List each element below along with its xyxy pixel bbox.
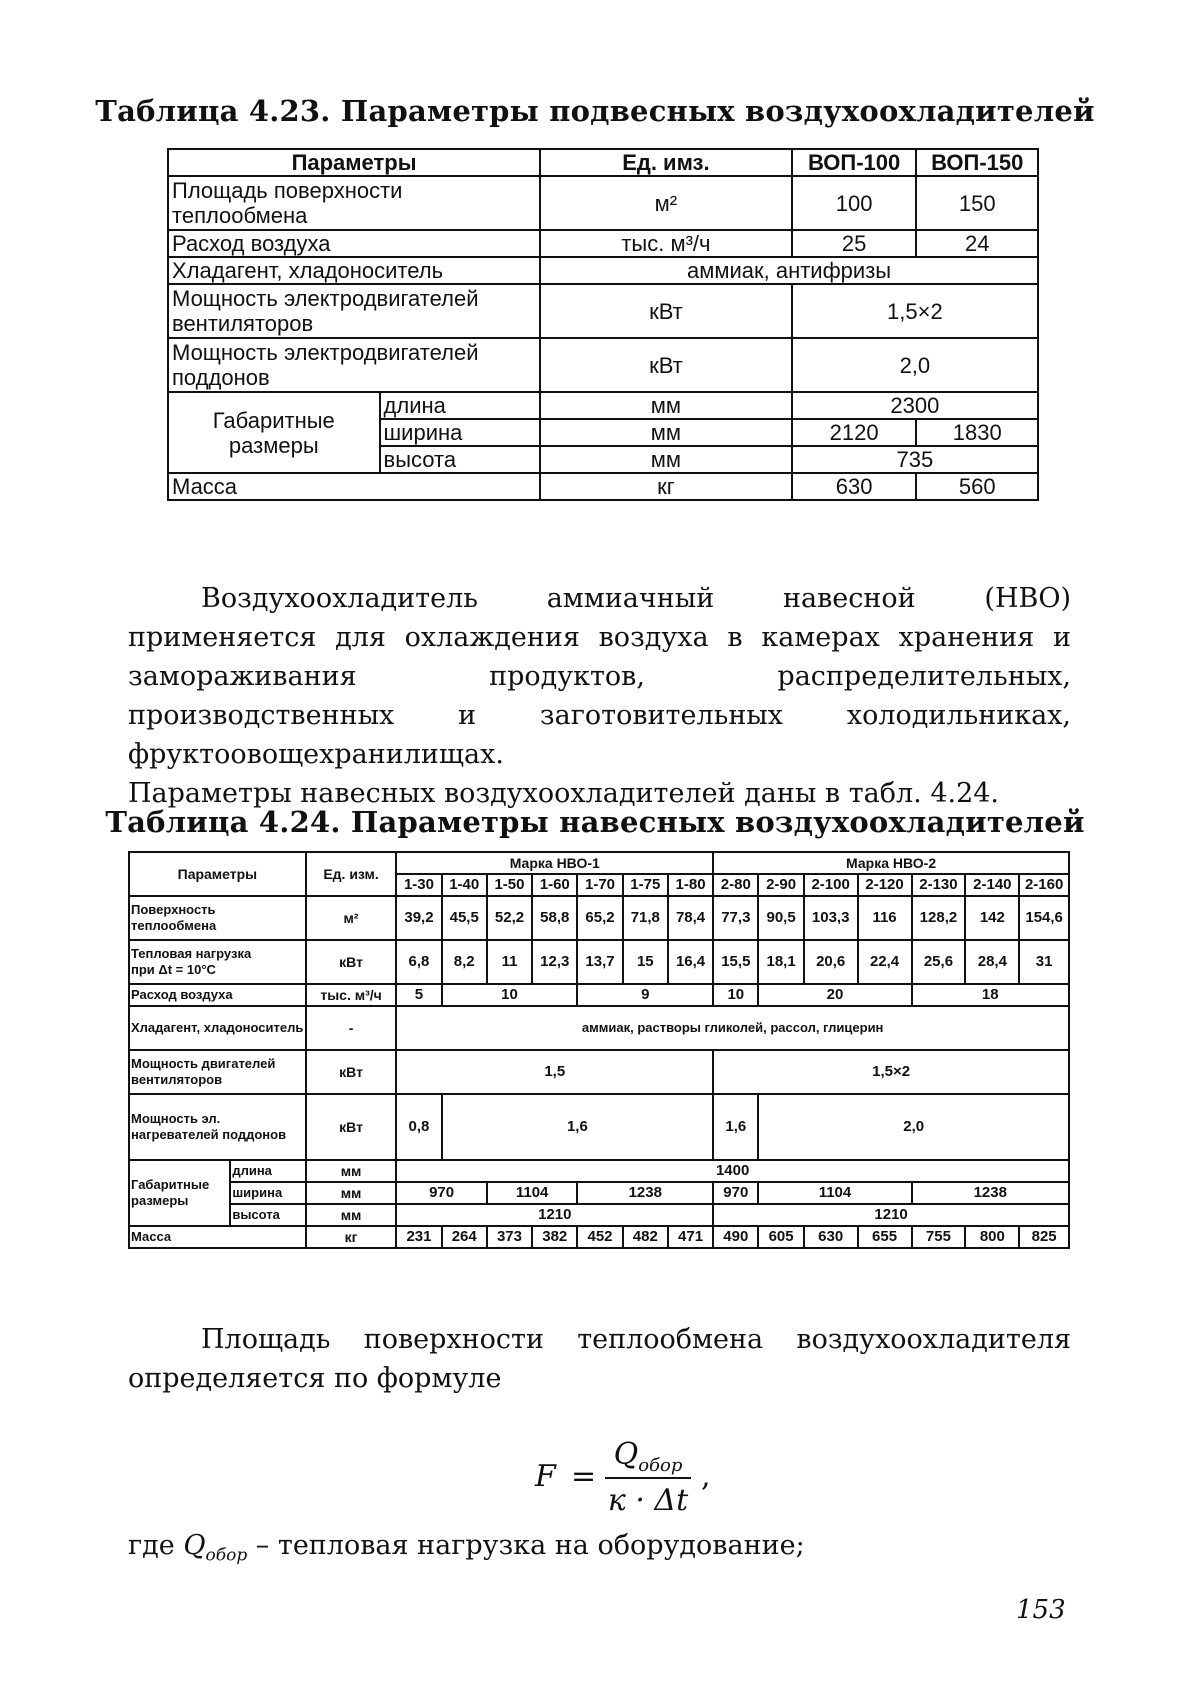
row-label: Расход воздуха	[168, 230, 540, 257]
row-label: Мощность электродвигателей вентиляторов	[168, 284, 540, 338]
paragraph-text: Воздухоохладитель аммиачный навесной (НВО) применяется для охлаждения воздуха в камерах хранения и замораживания продуктов, распределительных, производственных и заготовительных холодильниках, фруктоовощехранилищах.	[128, 583, 1071, 770]
value-cell: 490	[713, 1226, 758, 1248]
page-number: 153	[1016, 1595, 1066, 1625]
value-cell: 970	[713, 1182, 758, 1204]
unit-cell: мм	[306, 1160, 397, 1182]
value-cell: 25,6	[912, 940, 966, 984]
model-cell: 1-30	[396, 874, 441, 896]
unit-cell: -	[306, 1006, 397, 1050]
value-cell: 150	[916, 176, 1038, 230]
where-symbol: $Q_{обор}$	[183, 1530, 248, 1566]
model-cell: 1-60	[532, 874, 577, 896]
unit-cell: кВт	[306, 940, 397, 984]
value-cell: 560	[916, 473, 1038, 500]
formula-denominator: к · Δt	[607, 1483, 689, 1518]
unit-cell: тыс. м³/ч	[540, 230, 792, 257]
paragraph-formula-intro: Площадь поверхности теплообмена воздухоохладителя определяется по формуле	[128, 1324, 1071, 1394]
table-row	[168, 392, 1038, 419]
value-cell: 825	[1019, 1226, 1069, 1248]
row-label: Мощность эл. нагревателей поддонов	[129, 1094, 306, 1160]
formula-comma: ,	[701, 1459, 711, 1494]
value-cell: 382	[532, 1226, 577, 1248]
value-cell: 2,0	[792, 338, 1038, 392]
value-cell: 231	[396, 1226, 441, 1248]
unit-cell: кг	[306, 1226, 397, 1248]
model-cell: 2-90	[758, 874, 803, 896]
unit-cell: кВт	[540, 338, 792, 392]
value-cell: аммиак, антифризы	[540, 257, 1038, 284]
value-cell: 20,6	[804, 940, 858, 984]
value-cell: 10	[442, 984, 578, 1006]
model-cell: 1-40	[442, 874, 487, 896]
value-cell: 605	[758, 1226, 803, 1248]
formula-q-sub: обор	[638, 1455, 683, 1476]
model-cell: 2-140	[965, 874, 1019, 896]
value-cell: 78,4	[668, 896, 713, 940]
header-params: Параметры	[129, 852, 306, 896]
value-cell: 452	[577, 1226, 622, 1248]
table1-caption: Таблица 4.23. Параметры подвесных воздухоохладителей	[95, 94, 1095, 128]
table-row	[129, 984, 1069, 1006]
value-cell: 471	[668, 1226, 713, 1248]
table-4-24	[128, 851, 1070, 1249]
row-label: Масса	[129, 1226, 306, 1248]
value-cell: 142	[965, 896, 1019, 940]
unit-cell: кВт	[306, 1050, 397, 1094]
value-cell: 9	[577, 984, 713, 1006]
row-label: Масса	[168, 473, 540, 500]
where-prefix: где	[128, 1530, 184, 1561]
table-row	[168, 284, 1038, 338]
value-cell: 1104	[758, 1182, 911, 1204]
value-cell: 1,5×2	[713, 1050, 1069, 1094]
model-cell: 2-160	[1019, 874, 1069, 896]
unit-cell: м²	[540, 176, 792, 230]
value-cell: 15	[623, 940, 668, 984]
value-cell: 2120	[792, 419, 917, 446]
value-cell: 1830	[916, 419, 1038, 446]
table-row	[129, 1050, 1069, 1094]
unit-cell: мм	[540, 446, 792, 473]
header-vop100: ВОП-100	[792, 149, 917, 176]
model-cell: 2-100	[804, 874, 858, 896]
value-cell: 71,8	[623, 896, 668, 940]
formula-fraction	[605, 1435, 691, 1521]
value-cell: 18,1	[758, 940, 803, 984]
sub-label: длина	[230, 1160, 305, 1182]
value-cell: 800	[965, 1226, 1019, 1248]
value-cell: 39,2	[396, 896, 441, 940]
value-cell: 1104	[487, 1182, 578, 1204]
value-cell: 1210	[396, 1204, 713, 1226]
value-cell: 5	[396, 984, 441, 1006]
value-cell: 1,6	[442, 1094, 714, 1160]
value-cell: 65,2	[577, 896, 622, 940]
value-cell: 13,7	[577, 940, 622, 984]
value-cell: 16,4	[668, 940, 713, 984]
value-cell: 116	[858, 896, 912, 940]
sub-label: ширина	[380, 419, 541, 446]
paragraph-nvo	[128, 579, 1071, 813]
value-cell: 52,2	[487, 896, 532, 940]
table-row	[168, 176, 1038, 230]
model-cell: 2-80	[713, 874, 758, 896]
table-row	[168, 149, 1038, 176]
value-cell: 1,6	[713, 1094, 758, 1160]
table-row	[168, 257, 1038, 284]
unit-cell: мм	[306, 1204, 397, 1226]
value-cell: 25	[792, 230, 917, 257]
value-cell: 735	[792, 446, 1038, 473]
model-cell: 1-80	[668, 874, 713, 896]
table-4-23	[167, 148, 1039, 501]
value-cell: 0,8	[396, 1094, 441, 1160]
row-label-line: Тепловая нагрузка	[131, 946, 252, 961]
row-label-dims: Габаритные размеры	[129, 1160, 230, 1226]
model-cell: 1-70	[577, 874, 622, 896]
table-row	[129, 940, 1069, 984]
row-label: Хладагент, хладоноситель	[129, 1006, 306, 1050]
unit-cell: м²	[306, 896, 397, 940]
where-rest: – тепловая нагрузка на оборудование;	[247, 1530, 805, 1561]
model-cell: 2-130	[912, 874, 966, 896]
row-label: Мощность электродвигателей поддонов	[168, 338, 540, 392]
value-cell: 1,5×2	[792, 284, 1038, 338]
value-cell: 18	[912, 984, 1070, 1006]
row-label: Хладагент, хладоноситель	[168, 257, 540, 284]
row-label: Расход воздуха	[129, 984, 306, 1006]
value-cell: 20	[758, 984, 911, 1006]
value-cell: 630	[804, 1226, 858, 1248]
header-brand1: Марка НВО-1	[396, 852, 713, 874]
table-row	[129, 852, 1069, 874]
table-row	[129, 1094, 1069, 1160]
row-label: Поверхность теплообмена	[129, 896, 306, 940]
formula-numerator	[605, 1435, 691, 1475]
table-row	[129, 896, 1069, 940]
value-cell: аммиак, растворы гликолей, рассол, глицерин	[396, 1006, 1069, 1050]
formula-eq: =	[571, 1459, 597, 1494]
value-cell: 77,3	[713, 896, 758, 940]
value-cell: 6,8	[396, 940, 441, 984]
value-cell: 755	[912, 1226, 966, 1248]
value-cell: 11	[487, 940, 532, 984]
header-vop150: ВОП-150	[916, 149, 1038, 176]
sub-label: длина	[380, 392, 541, 419]
paragraph-where	[128, 1526, 1071, 1575]
unit-cell: кВт	[540, 284, 792, 338]
unit-cell: кВт	[306, 1094, 397, 1160]
value-cell: 103,3	[804, 896, 858, 940]
header-brand2: Марка НВО-2	[713, 852, 1069, 874]
value-cell: 1400	[396, 1160, 1069, 1182]
value-cell: 264	[442, 1226, 487, 1248]
value-cell: 45,5	[442, 896, 487, 940]
model-cell: 1-75	[623, 874, 668, 896]
value-cell: 1238	[577, 1182, 713, 1204]
table-row	[129, 1006, 1069, 1050]
value-cell: 154,6	[1019, 896, 1069, 940]
row-label-dims: Габаритные размеры	[168, 392, 380, 473]
value-cell: 128,2	[912, 896, 966, 940]
value-cell: 1238	[912, 1182, 1070, 1204]
unit-cell: тыс. м³/ч	[306, 984, 397, 1006]
formula-q: Q	[613, 1437, 639, 1472]
value-cell: 12,3	[532, 940, 577, 984]
value-cell: 58,8	[532, 896, 577, 940]
value-cell: 1,5	[396, 1050, 713, 1094]
value-cell: 10	[713, 984, 758, 1006]
sub-label: высота	[230, 1204, 305, 1226]
sub-label: ширина	[230, 1182, 305, 1204]
value-cell: 970	[396, 1182, 487, 1204]
value-cell: 24	[916, 230, 1038, 257]
sub-label: высота	[380, 446, 541, 473]
table-row	[168, 473, 1038, 500]
value-cell: 100	[792, 176, 917, 230]
row-label: Площадь поверхности теплообмена	[168, 176, 540, 230]
model-cell: 2-120	[858, 874, 912, 896]
header-unit: Ед. изм.	[306, 852, 397, 896]
value-cell: 2,0	[758, 1094, 1069, 1160]
row-label	[129, 940, 306, 984]
table-row	[129, 1226, 1069, 1248]
value-cell: 655	[858, 1226, 912, 1248]
paragraph-text: Параметры навесных воздухоохладителей даны в табл. 4.24.	[128, 778, 1000, 809]
fraction-bar	[605, 1477, 691, 1479]
header-params: Параметры	[168, 149, 540, 176]
table-row	[129, 1182, 1069, 1204]
value-cell: 2300	[792, 392, 1038, 419]
table-row	[168, 230, 1038, 257]
value-cell: 8,2	[442, 940, 487, 984]
value-cell: 90,5	[758, 896, 803, 940]
value-cell: 373	[487, 1226, 532, 1248]
where-symbol-sub: обор	[205, 1545, 248, 1566]
value-cell: 31	[1019, 940, 1069, 984]
model-cell: 1-50	[487, 874, 532, 896]
row-label-line: при Δt = 10°С	[131, 962, 216, 977]
formula-lhs: F	[535, 1459, 556, 1494]
value-cell: 28,4	[965, 940, 1019, 984]
value-cell: 482	[623, 1226, 668, 1248]
table-row	[129, 1204, 1069, 1226]
value-cell: 15,5	[713, 940, 758, 984]
header-unit: Ед. имз.	[540, 149, 792, 176]
value-cell: 22,4	[858, 940, 912, 984]
value-cell: 1210	[713, 1204, 1069, 1226]
table-row	[168, 338, 1038, 392]
unit-cell: мм	[306, 1182, 397, 1204]
table-row	[129, 1160, 1069, 1182]
row-label: Мощность двигателей вентиляторов	[129, 1050, 306, 1094]
table2-caption: Таблица 4.24. Параметры навесных воздухоохладителей	[105, 805, 1085, 839]
unit-cell: мм	[540, 419, 792, 446]
unit-cell: кг	[540, 473, 792, 500]
unit-cell: мм	[540, 392, 792, 419]
value-cell: 630	[792, 473, 917, 500]
